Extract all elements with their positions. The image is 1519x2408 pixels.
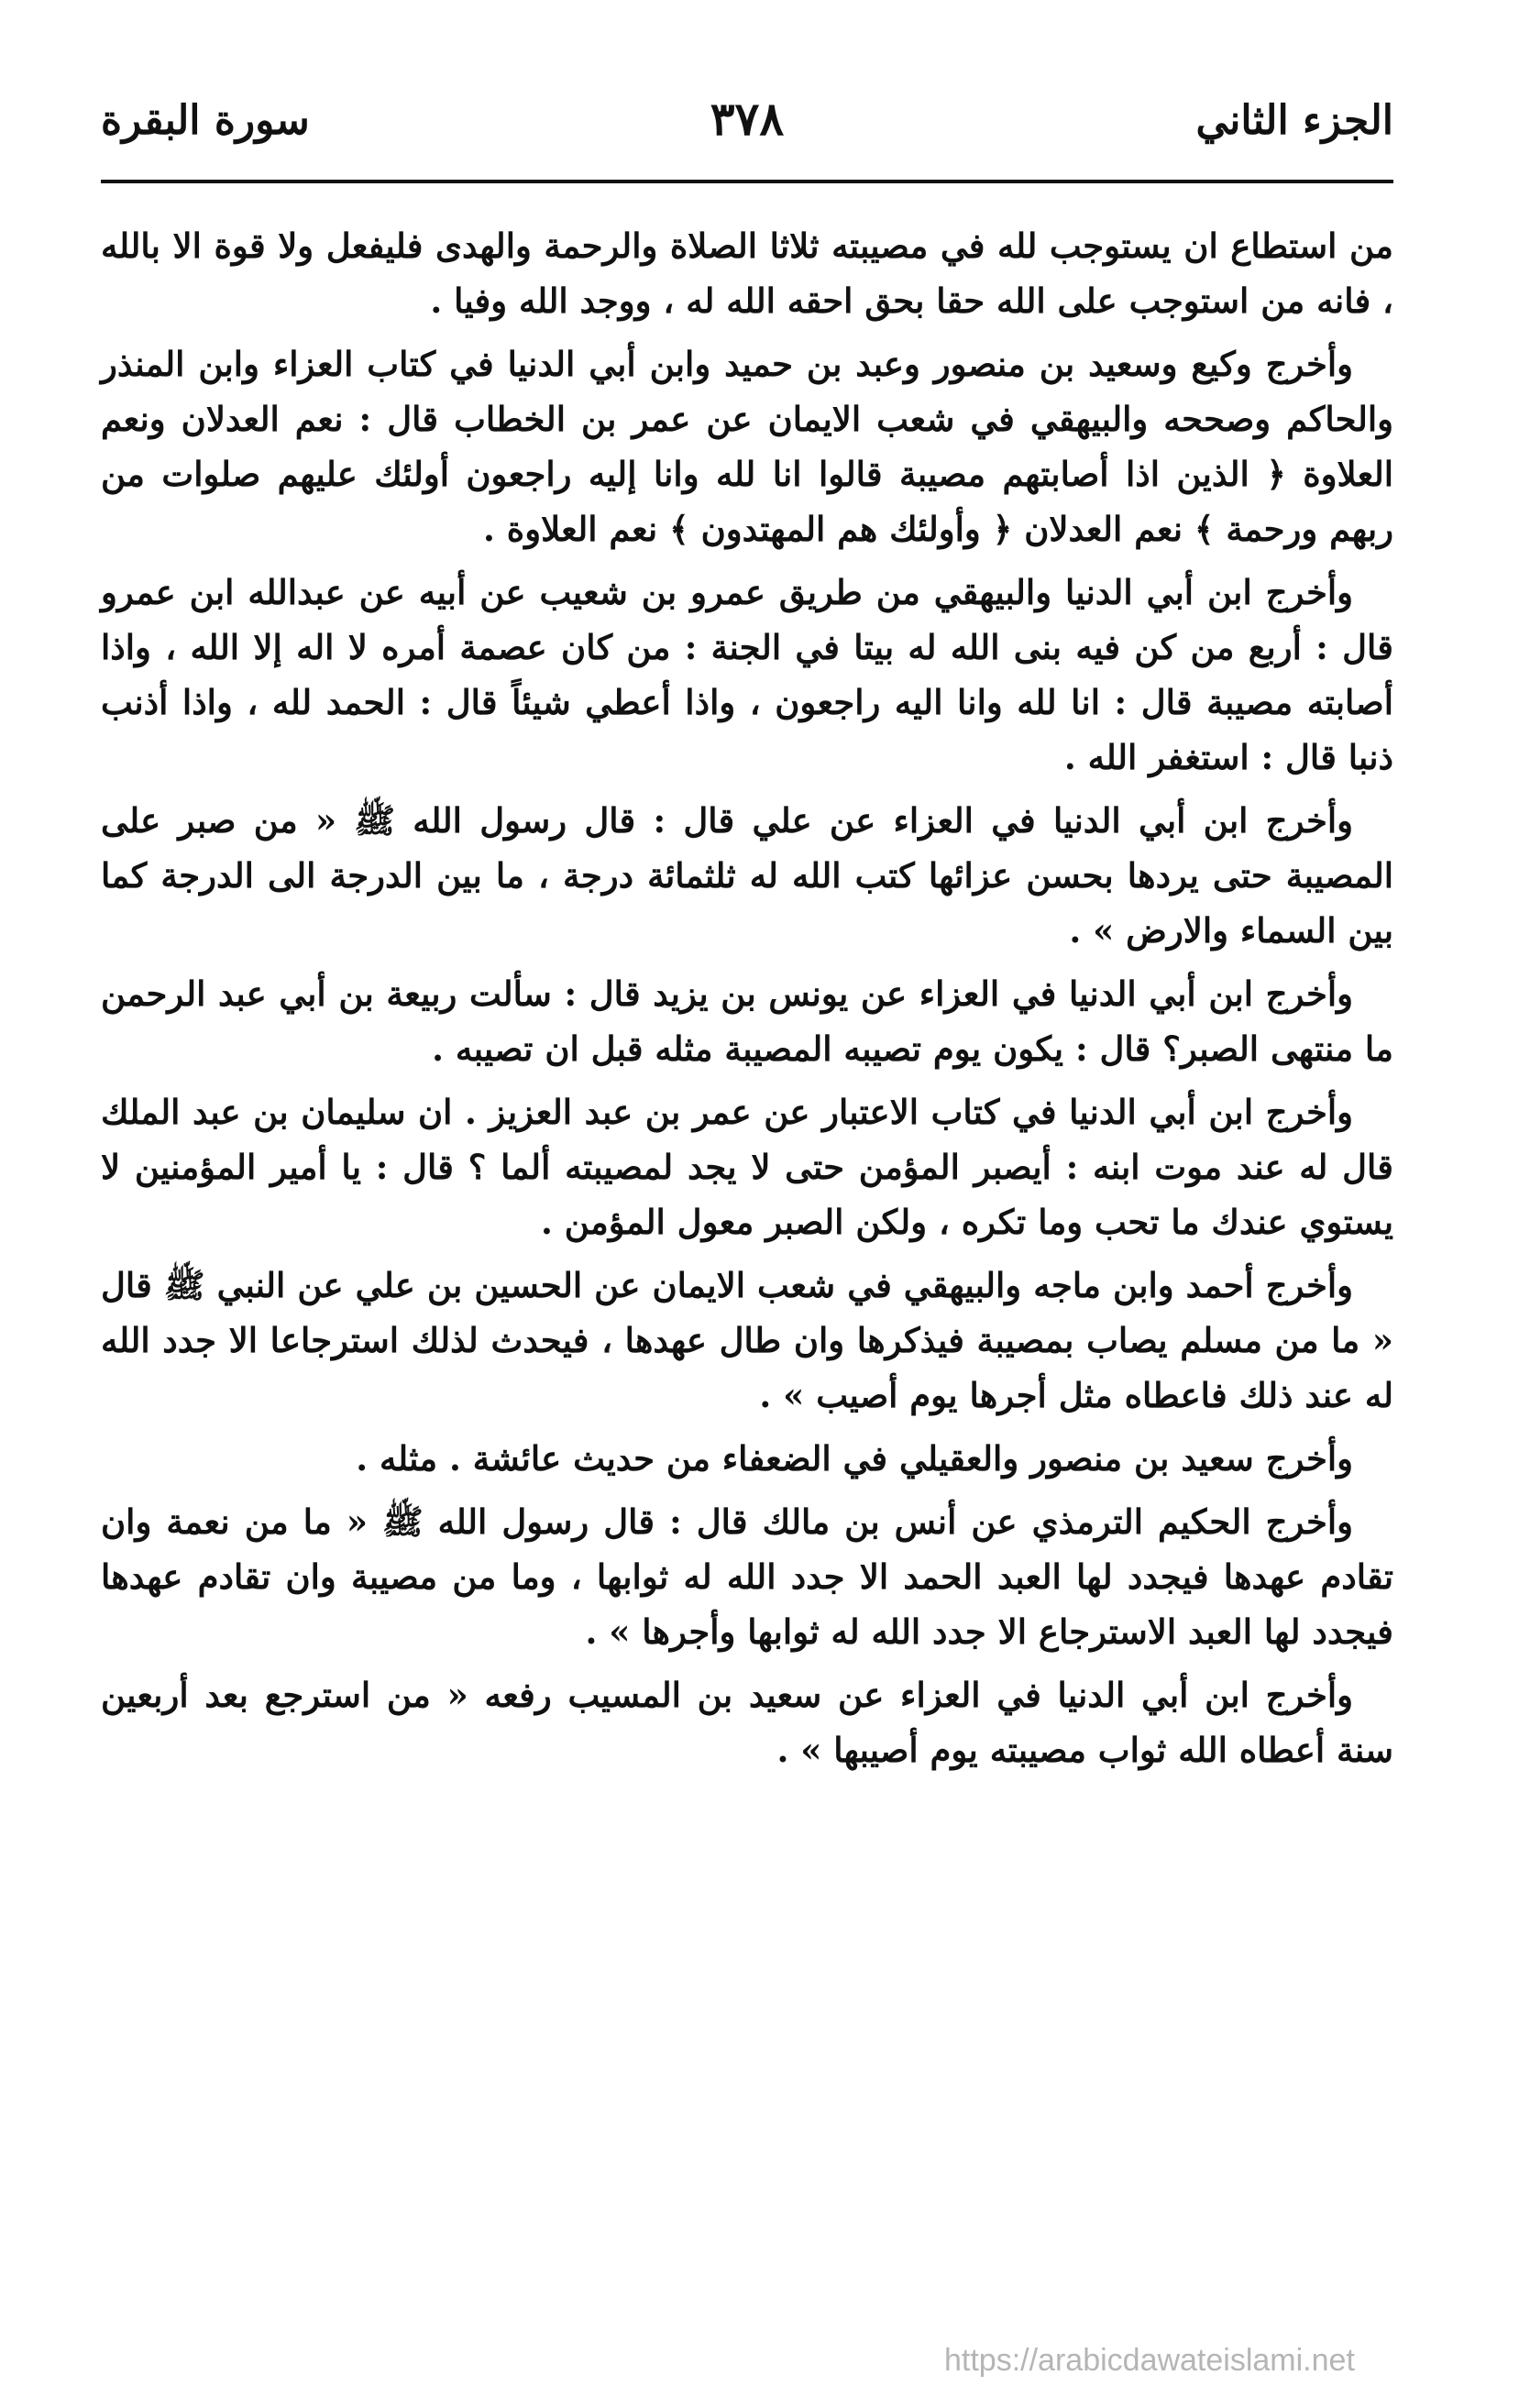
- paragraph: وأخرج الحكيم الترمذي عن أنس بن مالك قال : قال رسول الله ﷺ « ما من نعمة وان تقادم عهدها فيجدد لها العبد الحمد الا جدد الله له ثوابها ، وما من مصيبة وان تقادم عهدها فيجدد لها العبد الاسترجاع الا جدد الله له ثوابها وأجرها » .: [101, 1501, 1393, 1652]
- page-number: ٣٧٨: [710, 92, 785, 146]
- paragraph: وأخرج ابن أبي الدنيا في كتاب الاعتبار عن عمر بن عبد العزيز . ان سليمان بن عبد الملك قال له عند موت ابنه : أيصبر المؤمن حتى لا يجد لمصيبته ألما ؟ قال : يا أمير المؤمنين لا يستوي عندك ما تحب وما تكره ، ولكن الصبر معول المؤمن .: [101, 1092, 1393, 1242]
- paragraph: وأخرج ابن أبي الدنيا في العزاء عن يونس بن يزيد قال : سألت ربيعة بن أبي عبد الرحمن ما منتهى الصبر؟ قال : يكون يوم تصيبه المصيبة مثله قبل ان تصيبه .: [101, 973, 1393, 1069]
- paragraph: وأخرج ابن أبي الدنيا في العزاء عن سعيد بن المسيب رفعه « من استرجع بعد أربعين سنة أعطاه الله ثواب مصيبته يوم أصيبها » .: [101, 1675, 1393, 1770]
- paragraph: من استطاع ان يستوجب لله في مصيبته ثلاثا الصلاة والرحمة والهدى فليفعل ولا قوة الا بالله ، فانه من استوجب على الله حقا بحق احقه الله له ، ووجد الله وفيا .: [101, 225, 1393, 321]
- paragraph: وأخرج ابن أبي الدنيا والبيهقي من طريق عمرو بن شعيب عن أبيه عن عبدالله ابن عمرو قال : أربع من كن فيه بنى الله له بيتا في الجنة : من كان عصمة أمره لا اله إلا الله ، واذا أصابته مصيبة قال : انا لله وانا اليه راجعون ، واذا أعطي شيئاً قال : الحمد لله ، واذا أذنب ذنبا قال : استغفر الله .: [101, 572, 1393, 777]
- header-divider: [101, 180, 1393, 183]
- watermark-url: https://arabicdawateislami.net: [944, 2343, 1355, 2378]
- paragraph: وأخرج سعيد بن منصور والعقيلي في الضعفاء من حديث عائشة . مثله .: [356, 1438, 1353, 1479]
- paragraph: وأخرج ابن أبي الدنيا في العزاء عن علي قال : قال رسول الله ﷺ « من صبر على المصيبة حتى يردها بحسن عزائها كتب الله له ثلثمائة درجة ، ما بين الدرجة الى الدرجة كما بين السماء والارض » .: [101, 800, 1393, 951]
- paragraph: وأخرج وكيع وسعيد بن منصور وعبد بن حميد وابن أبي الدنيا في كتاب العزاء وابن المنذر والحاكم وصححه والبيهقي في شعب الايمان عن عمر بن الخطاب قال : نعم العدلان ونعم العلاوة ﴿ الذين اذا أصابتهم مصيبة قالوا انا لله وانا إليه راجعون أولئك عليهم صلوات من ربهم ورحمة ﴾ نعم العدلان ﴿ وأولئك هم المهتدون ﴾ نعم العلاوة .: [101, 344, 1393, 549]
- page-header: [101, 84, 1393, 167]
- surah-label: سورة البقرة: [101, 97, 310, 144]
- page-body: [101, 218, 1393, 1786]
- part-label: الجزء الثاني: [1195, 97, 1393, 144]
- paragraph: وأخرج أحمد وابن ماجه والبيهقي في شعب الايمان عن الحسين بن علي عن النبي ﷺ قال « ما من مسلم يصاب بمصيبة فيذكرها وان طال عهدها ، فيحدث لذلك استرجاعا الا جدد الله له عند ذلك فاعطاه مثل أجرها يوم أصيب » .: [101, 1265, 1393, 1415]
